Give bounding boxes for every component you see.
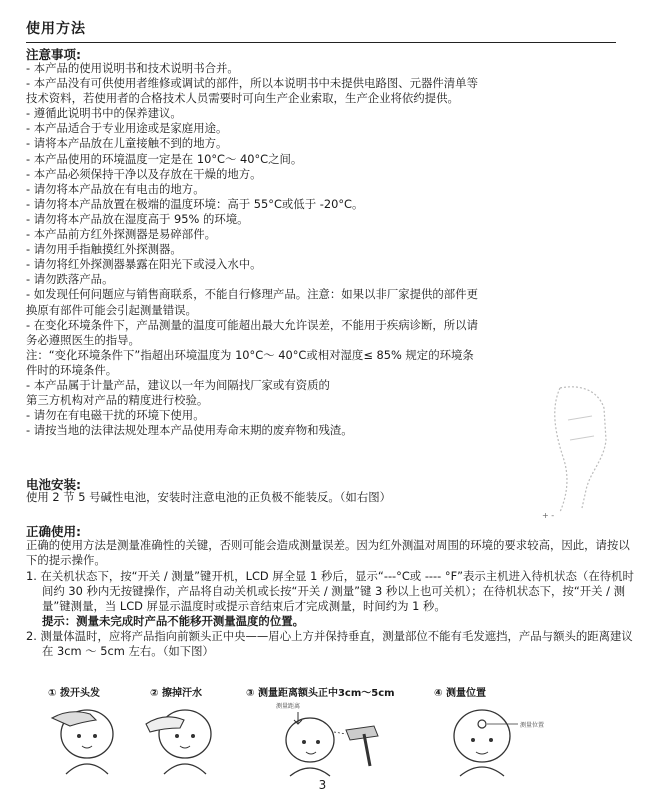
note-item: - 请勿将红外探测器暴露在阳光下或浸入水中。 (26, 257, 262, 272)
note-item: - 本产品的使用说明书和技术说明书合并。 (26, 61, 239, 75)
note-item: 务必遵照医生的指导。 (26, 332, 140, 347)
note-item: - 本产品属于计量产品，建议以一年为间隔找厂家或有资质的 (26, 377, 330, 392)
page-title: 使用方法 (26, 18, 616, 43)
usage-tip: 提示：测量未完成时产品不能移开测量温度的位置。 (42, 614, 304, 629)
note-item: - 请勿将本产品放在湿度高于 95% 的环境。 (26, 211, 249, 226)
note-item: 换原有部件可能会引起测量错误。 (26, 302, 197, 317)
notes-heading: 注意事项: (26, 47, 81, 62)
usage-step-1: 1. 在关机状态下，按“开关 / 测量”键开机，LCD 屏全显 1 秒后，显示“---°C或 ---- °F”表示主机进入待机状态（在待机时间约 30 秒内无按键操作，产品将自动关机或长按“开关 / 测量”键 3 秒以上也可关机）；在待机状态下，按“开关 / 测量”键测量，当 LCD 屏显示温度时或提示音结束后才完成测量，时间约为 1 秒。 (26, 569, 634, 614)
battery-text: 使用 2 节 5 号碱性电池，安装时注意电池的正负极不能装反。（如右图） (26, 490, 391, 504)
note-item: - 本产品必须保持干净以及存放在干燥的地方。 (26, 166, 262, 181)
note-item: - 本产品前方红外探测器是易碎部件。 (26, 227, 216, 242)
note-item: - 请勿跌落产品。 (26, 272, 114, 287)
note-item: - 遵循此说明书中的保养建议。 (26, 106, 182, 121)
note-item: 件时的环境条件。 (26, 362, 118, 377)
battery-heading: 电池安装: (26, 477, 81, 492)
note-item: - 请勿将本产品放在有电击的地方。 (26, 181, 205, 196)
polarity-label: + - (542, 511, 555, 520)
caption-2: ② 擦掉汗水 (150, 688, 202, 699)
usage-heading: 正确使用: (26, 524, 81, 539)
baby-figure-4 (432, 700, 582, 778)
note-item: - 如发现任何问题应与销售商联系，不能自行修理产品。注意：如果以非厂家提供的部件更 (26, 287, 478, 302)
caption-3: ③ 测量距离额头正中3cm～5cm (246, 688, 395, 699)
baby-figure-3 (250, 700, 400, 778)
note-item: - 请按当地的法律法规处理本产品使用寿命末期的废弃物和残渣。 (26, 423, 353, 438)
note-item: - 本产品使用的环境温度一定是在 10°C～ 40°C之间。 (26, 151, 303, 166)
note-item: 注：“变化环境条件下”指超出环境温度为 10°C～ 40°C或相对湿度≤ 85% 规定的环境条 (26, 347, 474, 362)
note-item: - 本产品适合于专业用途或是家庭用途。 (26, 121, 228, 136)
note-item: 第三方机构对产品的精度进行校验。 (26, 393, 209, 408)
usage-step-2: 2. 测量体温时，应将产品指向前额头正中央——眉心上方并保持垂直，测量部位不能有毛发遮挡，产品与额头的距离建议在 3cm ～ 5cm 左右。（如下图） (26, 629, 633, 659)
page-number: 3 (318, 778, 327, 792)
baby-figure-2 (140, 700, 230, 778)
caption-1: ① 拨开头发 (48, 688, 100, 699)
note-item: - 本产品没有可供使用者维修或调试的部件，所以本说明书中未提供电路图、元器件清单等 (26, 76, 478, 91)
position-label: 测量位置 (520, 722, 545, 729)
note-item: - 请勿将本产品放置在极端的温度环境：高于 55°C或低于 -20°C。 (26, 196, 364, 211)
baby-figure-1 (42, 700, 132, 778)
note-item: - 请勿用手指触摸红外探测器。 (26, 242, 182, 257)
caption-4: ④ 测量位置 (434, 688, 486, 699)
note-item: - 请勿在有电磁干扰的环境下使用。 (26, 408, 205, 423)
usage-intro: 正确的使用方法是测量准确性的关键，否则可能会造成测量误差。因为红外测温对周围的环境的要求较高，因此，请按以下的提示操作。 (26, 538, 630, 568)
note-item: 技术资料，若使用者的合格技术人员需要时可向生产企业索取，生产企业将依约提供。 (26, 91, 459, 106)
usage-steps (26, 569, 636, 660)
distance-label: 测量距离 (276, 703, 301, 710)
note-item: - 在变化环境条件下，产品测量的温度可能超出最大允许误差，不能用于疾病诊断，所以请 (26, 317, 478, 332)
note-item: - 请将本产品放在儿童接触不到的地方。 (26, 136, 228, 151)
